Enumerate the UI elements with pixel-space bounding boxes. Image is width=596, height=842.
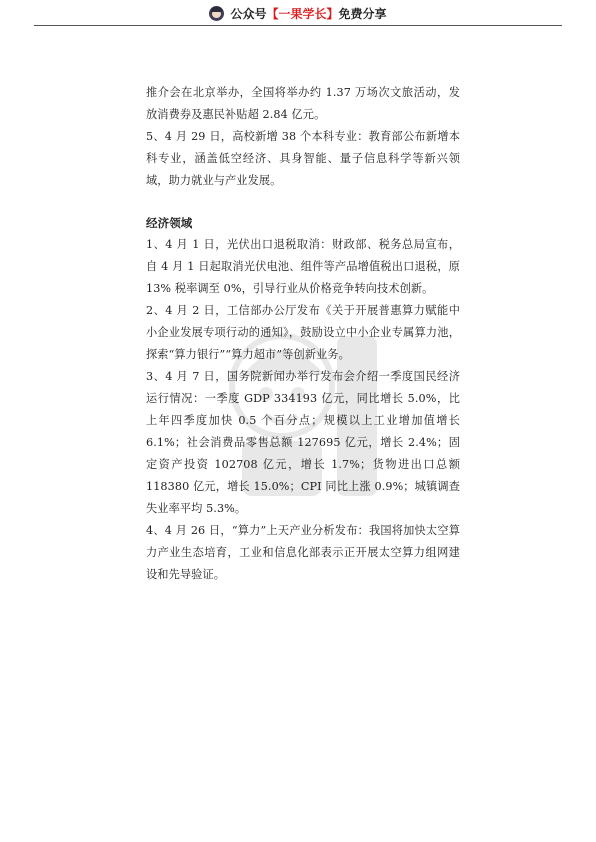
paragraph-tourism-continued: 推介会在北京举办，全国将举办约 1.37 万场次文旅活动，发放消费券及惠民补贴超 2.84 亿元。 [146,86,460,121]
header-bracket-open: 【 [266,6,279,21]
header-banner [0,4,596,22]
economy-item-1: 1、4 月 1 日，光伏出口退税取消：财政部、税务总局宣布，自 4 月 1 日起取消光伏电池、组件等产品增值税出口退税，原 13% 税率调至 0%，引导行业从价格竞争转向技术创新。 [146,238,460,295]
header-divider [34,25,562,26]
header-text [230,5,386,22]
header-suffix: 免费分享 [338,6,387,21]
page-header [0,0,596,26]
economy-item-4: 4、4 月 26 日，“算力”上天产业分析发布：我国将加快太空算力产业生态培育，工业和信息化部表示正开展太空算力组网建设和先导验证。 [146,524,460,581]
economy-item-3: 3、4 月 7 日，国务院新闻办举行发布会介绍一季度国民经济运行情况：一季度 GDP 334193 亿元，同比增长 5.0%，比上年四季度加快 0.5 个百分点；规模以上工业增加值增长 6.1%；社会消费品零售总额 127695 亿元，增长 2.4%；固定资产投资 102708 亿元，增长 1.7%；货物进出口总额 118380 亿元，增长 15.0%；CPI 同比上涨 0.9%；城镇调查失业率平均 5.3%。 [146,370,460,515]
economy-item-2: 2、4 月 2 日，工信部办公厅发布《关于开展普惠算力赋能中小企业发展专项行动的通知》，鼓励设立中小企业专属算力池，探索“算力银行”“算力超市”等创新业务。 [146,304,460,361]
header-bracket-close: 】 [326,6,339,21]
article-body [146,82,460,586]
section-title-economy: 经济领域 [146,216,193,230]
header-prefix: 公众号 [230,6,267,21]
header-account-name: 一果学长 [278,6,327,21]
paragraph-new-majors: 5、4 月 29 日，高校新增 38 个本科专业：教育部公布新增本科专业，涵盖低空经济、具身智能、量子信息科学等新兴领域，助力就业与产业发展。 [146,130,460,187]
avatar-icon [209,6,224,21]
